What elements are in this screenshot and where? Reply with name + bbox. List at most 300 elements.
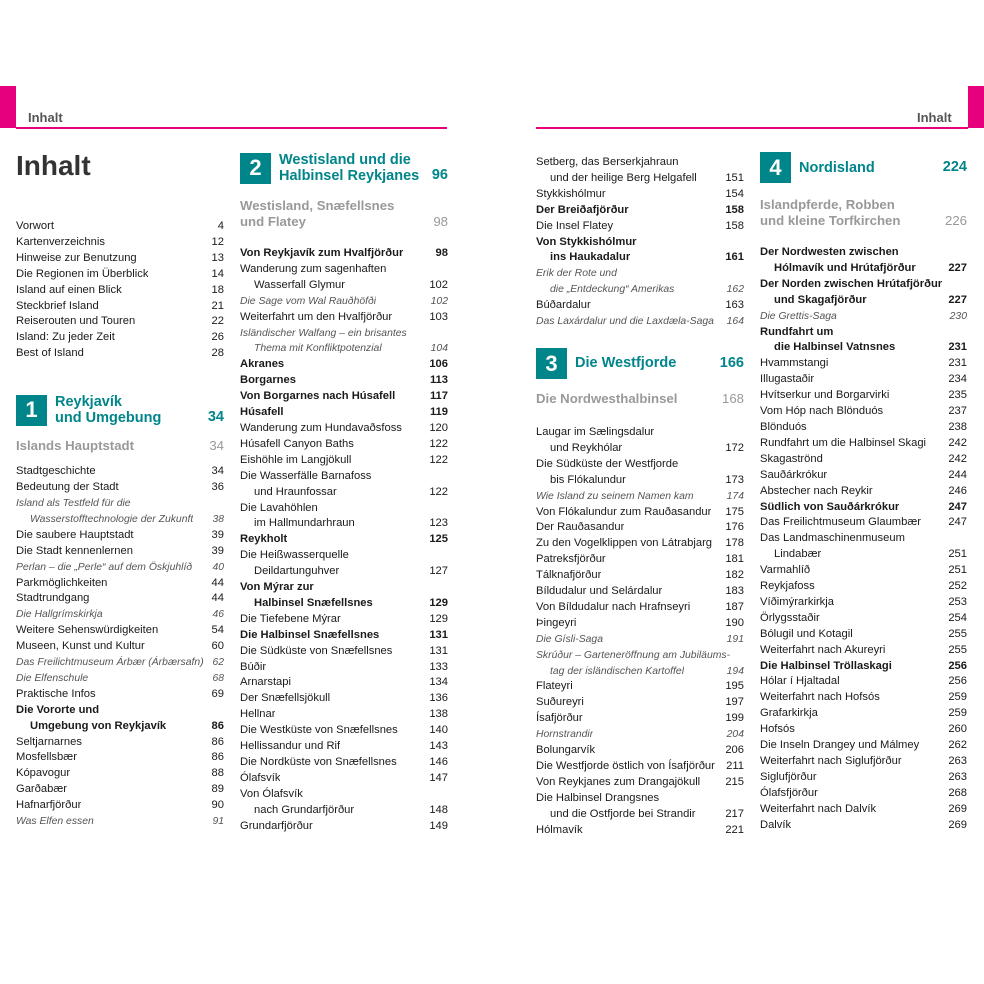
toc-entry-page: 129	[429, 596, 448, 609]
toc-entry[interactable]	[536, 679, 744, 695]
toc-entry[interactable]	[536, 743, 744, 759]
toc-entry[interactable]	[16, 782, 224, 798]
toc-entry[interactable]	[240, 691, 448, 707]
section-heading[interactable]: Die Nordwesthalbinsel 168	[536, 390, 744, 406]
toc-entry-title: Mosfellsbær	[16, 751, 77, 764]
toc-entry[interactable]	[760, 659, 967, 675]
toc-entry-title: Skrúður – Garteneröffnung am Jubiläums-	[536, 649, 731, 661]
toc-entry-title: Ísafjörður	[536, 712, 583, 725]
toc-entry-page: 106	[429, 358, 448, 371]
toc-entry-title: Búðardalur	[536, 299, 591, 312]
toc-entry-title: Von Mýrar zur	[240, 581, 314, 594]
toc-entry[interactable]	[16, 560, 224, 576]
toc-entry[interactable]	[240, 819, 448, 835]
toc-entry-page: 129	[429, 612, 448, 625]
toc-entry[interactable]	[240, 787, 448, 803]
toc-entry-title: Varmahlíð	[760, 564, 811, 577]
toc-entry-page: 140	[429, 724, 448, 737]
toc-entry[interactable]	[536, 155, 744, 171]
toc-entry[interactable]	[760, 404, 967, 420]
toc-entry[interactable]	[16, 750, 224, 766]
toc-entry[interactable]	[760, 277, 967, 293]
toc-entry[interactable]	[536, 203, 744, 219]
toc-entry-page: 263	[948, 755, 967, 767]
toc-entry[interactable]	[536, 441, 744, 457]
toc-entry-page: 242	[948, 452, 967, 465]
toc-entry-page: 253	[948, 595, 967, 608]
toc-entry[interactable]	[16, 528, 224, 544]
toc-entry[interactable]	[240, 310, 448, 326]
toc-entry-page: 197	[725, 696, 744, 709]
toc-entry[interactable]	[16, 512, 224, 528]
toc-entry-page: 122	[429, 453, 448, 466]
toc-entry-page: 39	[211, 544, 224, 557]
chapter-2-heading[interactable]	[240, 152, 448, 184]
toc-entry-page: 69	[211, 687, 224, 700]
toc-entry[interactable]	[240, 262, 448, 278]
toc-entry-title: Die Elfenschule	[16, 672, 89, 684]
toc-entry-page: 102	[430, 295, 448, 307]
toc-entry[interactable]	[16, 703, 224, 719]
toc-entry[interactable]	[536, 520, 744, 536]
section-heading[interactable]: Islands Hauptstadt 34	[16, 438, 224, 454]
toc-entry-title: Die Inseln Drangey und Málmey	[760, 739, 920, 752]
toc-entry-page: 176	[725, 521, 744, 534]
toc-entry[interactable]	[536, 282, 744, 298]
toc-entry[interactable]	[16, 251, 224, 267]
toc-entry[interactable]	[760, 770, 967, 786]
toc-entry-page: 143	[429, 740, 448, 753]
toc-entry[interactable]	[16, 655, 224, 671]
left-page-tab	[0, 86, 16, 128]
toc-entry-title: Parkmöglichkeiten	[16, 576, 108, 589]
toc-entry[interactable]	[760, 818, 967, 834]
chapter-title: Nordisland	[799, 159, 875, 176]
toc-entry-title: Wasserstofftechnologie der Zukunft	[30, 513, 194, 525]
toc-entry[interactable]	[536, 759, 744, 775]
toc-entry-page: 39	[211, 528, 224, 541]
toc-entry-page: 244	[948, 468, 967, 481]
toc-entry[interactable]	[16, 346, 224, 362]
toc-entry[interactable]	[240, 660, 448, 676]
toc-column-2	[240, 152, 448, 835]
toc-entry[interactable]	[760, 802, 967, 818]
toc-entry-page: 263	[948, 770, 967, 783]
toc-entry-title: Rundfahrt um die Halbinsel Skagi	[760, 436, 927, 449]
toc-entry-page: 104	[430, 343, 448, 355]
toc-entry-page: 22	[211, 315, 224, 328]
toc-entry[interactable]	[536, 600, 744, 616]
toc-entry-page: 18	[211, 283, 224, 296]
section-heading[interactable]: Westisland, Snæfellsnes und Flatey 98	[240, 198, 448, 229]
toc-entry[interactable]	[16, 464, 224, 480]
toc-entry[interactable]	[16, 798, 224, 814]
toc-entry-title: Das Laxárdalur und die Laxdæla-Saga	[536, 316, 714, 328]
toc-entry-page: 158	[725, 203, 744, 216]
chapter-page: 224	[942, 158, 967, 175]
toc-entry[interactable]	[536, 536, 744, 552]
toc-entry-page: 13	[211, 251, 224, 264]
toc-entry[interactable]	[16, 671, 224, 687]
toc-entry[interactable]	[536, 711, 744, 727]
toc-entry[interactable]	[760, 515, 967, 531]
toc-entry[interactable]	[16, 314, 224, 330]
toc-entry[interactable]	[240, 723, 448, 739]
toc-entry-page: 127	[429, 565, 448, 578]
toc-entry[interactable]	[760, 611, 967, 627]
toc-entry[interactable]	[760, 484, 967, 500]
toc-entry-page: 88	[211, 767, 224, 780]
toc-entry-title: Zu den Vogelklippen von Látrabjarg	[536, 537, 713, 550]
toc-entry[interactable]	[536, 552, 744, 568]
toc-entry[interactable]	[240, 675, 448, 691]
toc-entry[interactable]	[760, 674, 967, 690]
toc-entry[interactable]	[536, 568, 744, 584]
toc-entry-page: 161	[725, 251, 744, 264]
toc-entry[interactable]	[536, 727, 744, 743]
toc-entry[interactable]	[240, 294, 448, 310]
toc-entry-title: Die Wasserfälle Barnafoss	[240, 469, 372, 482]
toc-entry-title: Was Elfen essen	[16, 816, 94, 828]
toc-entry-title: Weiterfahrt nach Dalvík	[760, 802, 877, 815]
toc-entry[interactable]	[240, 453, 448, 469]
toc-entry[interactable]	[760, 420, 967, 436]
toc-entry-page: 131	[429, 628, 448, 641]
toc-entry[interactable]	[240, 803, 448, 819]
toc-entry-title: Der Breiðafjörður	[536, 203, 629, 216]
toc-entry-title: Húsafell Canyon Baths	[240, 437, 354, 450]
toc-entry-title: Sauðárkrókur	[760, 468, 828, 481]
toc-entry[interactable]	[536, 298, 744, 314]
toc-entry[interactable]	[760, 261, 967, 277]
toc-entry[interactable]	[240, 564, 448, 580]
toc-entry-title: Der Snæfellsjökull	[240, 692, 331, 705]
toc-entry[interactable]	[240, 341, 448, 357]
chapter-page: 34	[207, 409, 224, 426]
toc-entry-page: 191	[726, 633, 744, 645]
toc-entry-title: Siglufjörður	[760, 770, 817, 783]
toc-entry[interactable]	[16, 735, 224, 751]
toc-entry-page: 269	[948, 802, 967, 815]
toc-entry[interactable]	[16, 607, 224, 623]
toc-entry-page: 113	[429, 374, 448, 387]
toc-entry[interactable]	[536, 473, 744, 489]
toc-entry[interactable]	[240, 326, 448, 342]
toc-entry[interactable]	[240, 628, 448, 644]
toc-entry[interactable]	[240, 516, 448, 532]
toc-entry[interactable]	[16, 623, 224, 639]
toc-entry[interactable]	[16, 544, 224, 560]
toc-entry-title: Die Heißwasserquelle	[240, 549, 349, 562]
toc-entry[interactable]	[16, 480, 224, 496]
toc-entry[interactable]	[536, 775, 744, 791]
toc-entry-title: Der Rauðasandur	[536, 521, 625, 534]
toc-entry[interactable]	[536, 584, 744, 600]
toc-entry-page: 242	[948, 436, 967, 449]
toc-entry-title: Kartenverzeichnis	[16, 235, 105, 248]
toc-entry[interactable]	[240, 501, 448, 517]
toc-entry-title: Blönduós	[760, 420, 807, 433]
toc-entry[interactable]	[240, 580, 448, 596]
toc-entry-page: 163	[725, 299, 744, 312]
toc-entry-page: 175	[725, 505, 744, 518]
toc-entry[interactable]	[536, 632, 744, 648]
toc-entry-page: 247	[948, 500, 967, 513]
toc-entry-title: Búðir	[240, 660, 267, 673]
toc-entry[interactable]	[16, 330, 224, 346]
toc-entry[interactable]	[536, 648, 744, 664]
toc-entry[interactable]	[760, 468, 967, 484]
toc-entry[interactable]	[16, 299, 224, 315]
toc-entry-title: Die Lavahöhlen	[240, 501, 318, 514]
toc-entry-title: Die Tiefebene Mýrar	[240, 612, 341, 625]
toc-entry[interactable]	[760, 500, 967, 516]
toc-entry-title: Ólafsvík	[240, 771, 281, 784]
toc-entry-page: 148	[429, 803, 448, 816]
toc-entry-page: 255	[948, 627, 967, 640]
toc-entry-title: Hinweise zur Benutzung	[16, 251, 137, 264]
toc-entry[interactable]	[536, 219, 744, 235]
toc-entry-page: 251	[948, 548, 967, 561]
toc-entry-title: Das Landmaschinenmuseum	[760, 532, 905, 545]
toc-entry[interactable]	[760, 627, 967, 643]
toc-entry-title: tag der isländischen Kartoffel	[550, 665, 685, 677]
toc-entry[interactable]	[760, 309, 967, 325]
toc-entry-title: Bíldudalur und Selárdalur	[536, 585, 663, 598]
chapter-page: 96	[431, 167, 448, 184]
toc-entry-page: 4	[217, 220, 224, 232]
toc-entry-page: 178	[725, 537, 744, 550]
toc-entry[interactable]	[536, 187, 744, 203]
toc-entry[interactable]	[536, 171, 744, 187]
toc-entry-title: Weitere Sehenswürdigkeiten	[16, 624, 159, 637]
toc-entry-page: 231	[948, 341, 967, 354]
toc-entry[interactable]	[760, 436, 967, 452]
toc-entry[interactable]	[16, 235, 224, 251]
toc-entry-title: Weiterfahrt nach Hofsós	[760, 691, 880, 704]
toc-column-3	[536, 155, 744, 839]
toc-entry-title: Die Westküste von Snæfellsnes	[240, 724, 398, 737]
toc-entry-title: Island als Testfeld für die	[16, 497, 131, 509]
toc-entry-title: Die Südküste von Snæfellsnes	[240, 644, 393, 657]
toc-entry-page: 255	[948, 643, 967, 656]
toc-entry-page: 86	[211, 719, 224, 732]
toc-entry-title: Grundarfjörður	[240, 819, 313, 832]
right-page-tab	[968, 86, 984, 128]
section-heading[interactable]: Islandpferde, Robben und kleine Torfkirchen 226	[760, 197, 967, 228]
toc-entry[interactable]	[16, 766, 224, 782]
toc-entry-page: 215	[725, 775, 744, 788]
toc-entry-page: 154	[725, 187, 744, 200]
toc-entry-title: Hólmavík	[536, 823, 583, 836]
toc-entry[interactable]	[240, 421, 448, 437]
toc-entry-page: 211	[726, 760, 744, 772]
toc-entry[interactable]	[16, 719, 224, 735]
toc-entry[interactable]	[240, 485, 448, 501]
toc-entry-page: 256	[948, 675, 967, 688]
toc-entry[interactable]	[240, 548, 448, 564]
toc-entry-page: 14	[211, 267, 224, 280]
toc-entry[interactable]	[536, 457, 744, 473]
toc-entry[interactable]	[240, 707, 448, 723]
toc-entry-title: und Hraunfossar	[254, 485, 337, 498]
toc-entry[interactable]	[760, 579, 967, 595]
toc-entry-page: 62	[212, 657, 224, 669]
toc-entry[interactable]	[16, 814, 224, 830]
toc-entry[interactable]	[16, 591, 224, 607]
toc-entry-title: Reykholt	[240, 533, 288, 546]
toc-entry-title: Borgarnes	[240, 374, 296, 387]
toc-entry[interactable]	[536, 425, 744, 441]
toc-entry[interactable]	[240, 596, 448, 612]
toc-entry-page: 164	[726, 316, 744, 328]
toc-entry-title: Vom Hóp nach Blönduós	[760, 405, 884, 418]
toc-entry-title: Museen, Kunst und Kultur	[16, 640, 145, 653]
toc-entry-page: 21	[211, 299, 224, 312]
toc-entry[interactable]	[240, 469, 448, 485]
toc-entry-page: 120	[429, 421, 448, 434]
toc-entry[interactable]	[760, 786, 967, 802]
toc-entry-title: Örlygsstaðir	[760, 611, 820, 624]
toc-entry[interactable]	[760, 531, 967, 547]
toc-entry-page: 90	[211, 799, 224, 812]
toc-entry[interactable]	[16, 496, 224, 512]
toc-entry[interactable]	[760, 356, 967, 372]
toc-entry[interactable]	[536, 314, 744, 330]
toc-entry[interactable]	[240, 612, 448, 628]
toc-entry-page: 235	[948, 389, 967, 402]
toc-entry-title: Island auf einen Blick	[16, 283, 122, 296]
toc-entry[interactable]	[536, 250, 744, 266]
toc-entry[interactable]	[240, 532, 448, 548]
toc-entry-title: Umgebung von Reykjavík	[30, 719, 167, 732]
toc-entry[interactable]	[536, 235, 744, 251]
toc-entry-title: Best of Island	[16, 347, 84, 360]
toc-entry[interactable]	[760, 706, 967, 722]
toc-entry-title: Arnarstapi	[240, 676, 291, 689]
toc-entry-title: Wanderung zum sagenhaften	[240, 262, 387, 275]
toc-entry-page: 268	[948, 786, 967, 799]
toc-entry[interactable]	[536, 616, 744, 632]
toc-entry[interactable]	[760, 595, 967, 611]
toc-entry-title: Hafnarfjörður	[16, 799, 82, 812]
toc-entry[interactable]	[16, 283, 224, 299]
toc-entry-title: Húsafell	[240, 406, 284, 419]
toc-entry-title: und Reykhólar	[550, 441, 623, 454]
chapter-title: Reykjavík und Umgebung	[55, 394, 162, 427]
toc-entry[interactable]	[760, 388, 967, 404]
toc-entry[interactable]	[760, 325, 967, 341]
toc-entry[interactable]	[536, 823, 744, 839]
toc-entry[interactable]	[536, 791, 744, 807]
chapter-3-heading[interactable]	[536, 348, 744, 379]
toc-entry[interactable]	[760, 738, 967, 754]
toc-entry-page: 28	[211, 347, 224, 360]
toc-entry-title: die „Entdeckung“ Amerikas	[550, 284, 675, 296]
toc-entry[interactable]	[760, 690, 967, 706]
toc-entry-page: 44	[211, 576, 224, 589]
toc-entry-title: Die Regionen im Überblick	[16, 267, 149, 280]
toc-entry-title: Die Vororte und	[16, 703, 100, 716]
toc-entry[interactable]	[240, 771, 448, 787]
toc-entry[interactable]	[16, 639, 224, 655]
toc-entry[interactable]	[760, 293, 967, 309]
toc-entry-title: Víðimýrarkirkja	[760, 595, 834, 608]
right-header-rule	[536, 127, 968, 129]
toc-entry-page: 195	[725, 680, 744, 693]
toc-entry[interactable]	[760, 754, 967, 770]
toc-entry-title: Die Hallgrímskirkja	[16, 609, 103, 621]
toc-entry[interactable]	[240, 357, 448, 373]
toc-entry[interactable]	[16, 576, 224, 592]
toc-entry-page: 187	[725, 600, 744, 613]
toc-entry-title: Südlich von Sauðárkrókur	[760, 500, 900, 513]
toc-entry-title: Der Nordwesten zwischen	[760, 246, 899, 258]
toc-entry[interactable]	[760, 722, 967, 738]
toc-entry[interactable]	[760, 340, 967, 356]
toc-entry[interactable]	[536, 695, 744, 711]
left-running-head: Inhalt	[28, 110, 63, 125]
toc-entry-title: Laugar im Sælingsdalur	[536, 425, 655, 438]
toc-entry[interactable]	[536, 664, 744, 680]
toc-entry-title: Hólmavík und Hrútafjörður	[774, 261, 916, 274]
toc-entry[interactable]	[240, 755, 448, 771]
toc-entry-page: 122	[429, 437, 448, 450]
toc-entry-page: 172	[725, 441, 744, 454]
toc-entry[interactable]	[760, 643, 967, 659]
toc-entry[interactable]	[240, 644, 448, 660]
toc-entry[interactable]	[536, 489, 744, 505]
toc-entry-title: Von Reykjavík zum Hvalfjörður	[240, 247, 404, 259]
toc-entry-title: Hólar í Hjaltadal	[760, 675, 840, 688]
toc-entry[interactable]	[760, 563, 967, 579]
toc-entry[interactable]	[536, 266, 744, 282]
chapter-title: Westisland und die Halbinsel Reykjanes	[279, 152, 420, 184]
toc-entry-title: Von Reykjanes zum Drangajökull	[536, 775, 701, 788]
toc-entry-page: 260	[948, 723, 967, 736]
toc-entry[interactable]	[16, 219, 224, 235]
toc-entry-page: 247	[948, 516, 967, 529]
toc-entry-title: Patreksfjörður	[536, 553, 606, 566]
toc-entry-title: Die Sage vom Wal Rauðhöfði	[240, 295, 377, 307]
toc-entry[interactable]	[240, 739, 448, 755]
toc-entry[interactable]	[16, 687, 224, 703]
toc-entry[interactable]	[760, 245, 967, 261]
toc-entry[interactable]	[536, 505, 744, 521]
toc-entry-page: 231	[948, 357, 967, 370]
toc-entry-page: 238	[948, 420, 967, 433]
toc-entry[interactable]	[760, 372, 967, 388]
toc-entry[interactable]	[760, 547, 967, 563]
chapter-number-badge: 3	[536, 348, 567, 379]
chapter-4-heading[interactable]	[760, 152, 967, 183]
toc-entry[interactable]	[240, 246, 448, 262]
toc-entry-page: 262	[948, 739, 967, 752]
toc-entry-title: Stadtgeschichte	[16, 465, 96, 478]
toc-entry[interactable]	[240, 437, 448, 453]
toc-entry[interactable]	[240, 278, 448, 294]
toc-entry-page: 86	[211, 751, 224, 764]
toc-entry[interactable]	[760, 452, 967, 468]
chapter-1-heading[interactable]	[16, 394, 224, 426]
toc-entry-title: Von Flókalundur zum Rauðasandur	[536, 505, 712, 518]
toc-entry[interactable]	[16, 267, 224, 283]
toc-entry[interactable]	[536, 807, 744, 823]
toc-entry[interactable]	[240, 389, 448, 405]
toc-entry[interactable]	[240, 373, 448, 389]
toc-entry-page: 237	[948, 405, 967, 418]
toc-entry[interactable]	[240, 405, 448, 421]
